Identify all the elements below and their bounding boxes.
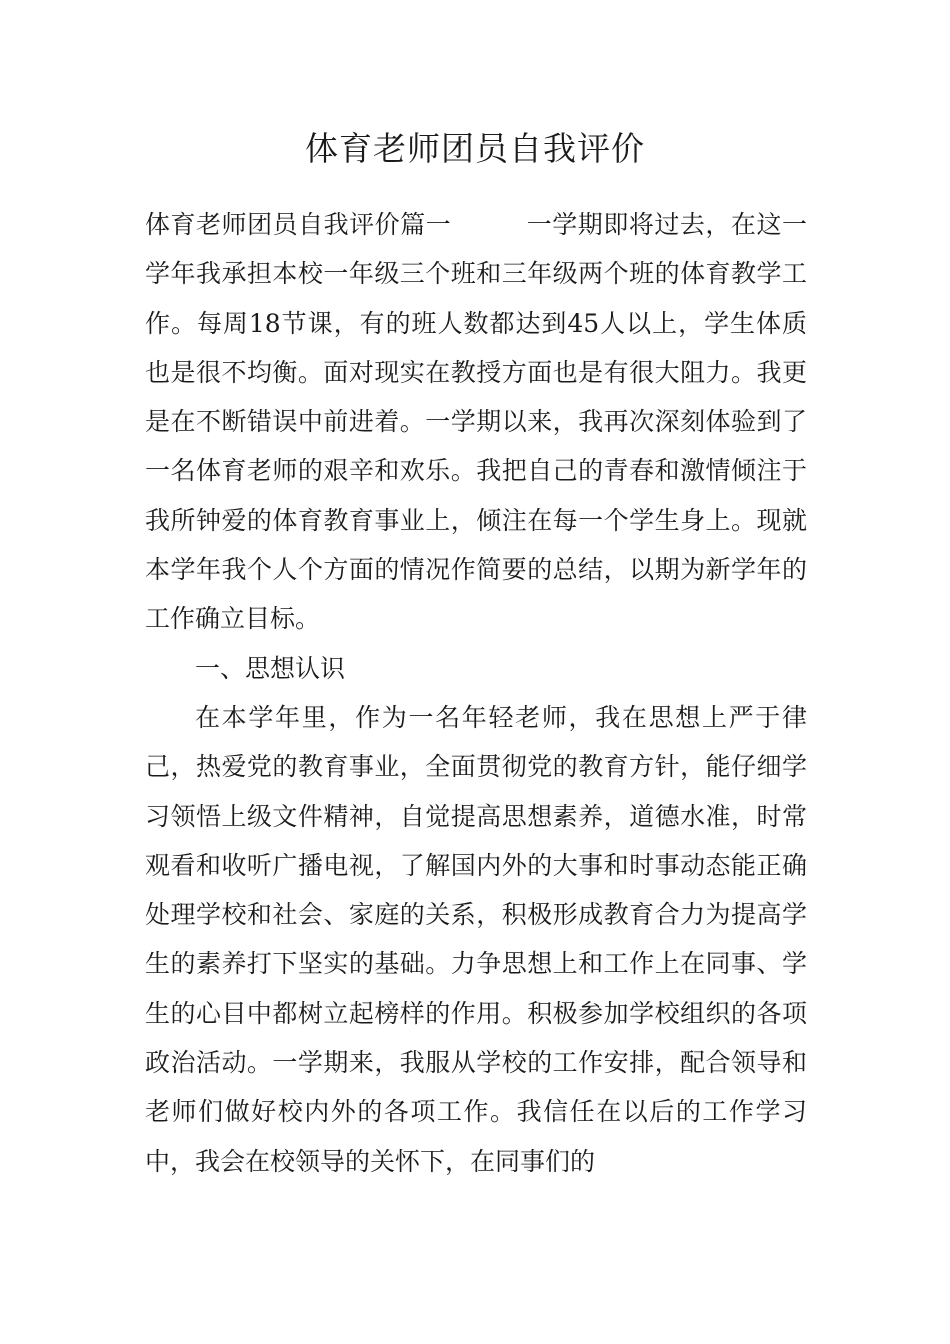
section-paragraph: 在本学年里，作为一名年轻老师，我在思想上严于律己，热爱党的教育事业，全面贯彻党的教育方针，能仔细学习领悟上级文件精神，自觉提高思想素养，道德水准，时常观看和收听广播电视，了解国内外的大事和时事动态能正确处理学校和社会、家庭的关系，积极形成教育合力为提高学生的素养打下坚实的基础。力争思想上和工作上在同事、学生的心目中都树立起榜样的作用。积极参加学校组织的各项政治活动。一学期来，我服从学校的工作安排，配合领导和老师们做好校内外的各项工作。我信任在以后的工作学习中，我会在校领导的关怀下，在同事们的 [145, 702, 807, 1176]
document-title: 体育老师团员自我评价 [305, 129, 645, 168]
intro-paragraph [145, 200, 807, 644]
intro-text: 一学期即将过去，在这一学年我承担本校一年级三个班和三年级两个班的体育教学工作。每周18节课，有的班人数都达到45人以上，学生体质也是很不均衡。面对现实在教授方面也是有很大阻力。我更是在不断错误中前进着。一学期以来，我再次深刻体验到了一名体育老师的艰辛和欢乐。我把自己的青春和激情倾注于我所钟爱的体育教育事业上，倾注在每一个学生身上。现就本学年我个人个方面的情况作简要的总结，以期为新学年的工作确立目标。 [145, 210, 807, 634]
document-body [145, 200, 807, 1186]
intro-heading: 体育老师团员自我评价篇一 [145, 210, 452, 239]
section-heading: 一、思想认识 [195, 653, 346, 683]
